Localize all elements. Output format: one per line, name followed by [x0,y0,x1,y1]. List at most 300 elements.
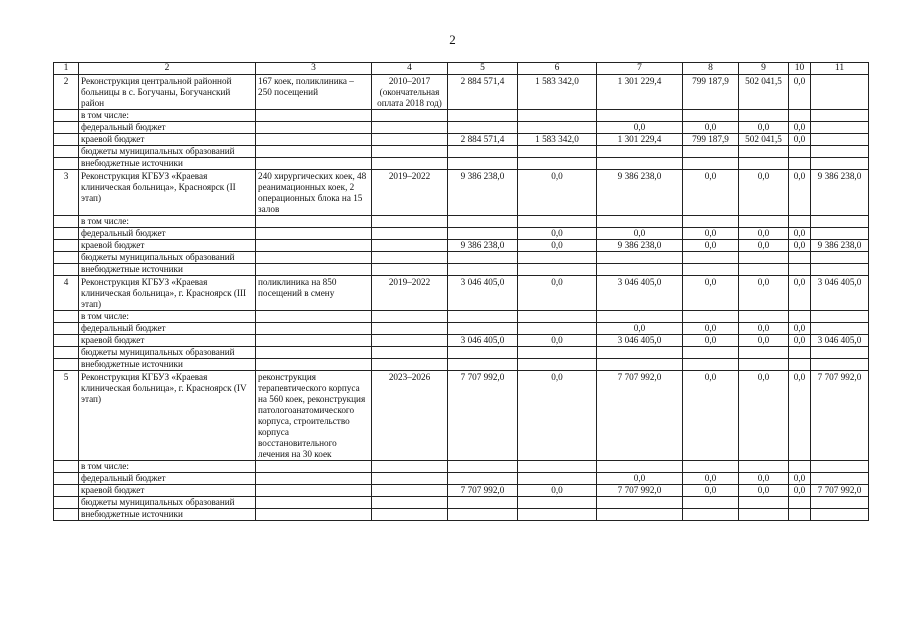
amount-cell: 0,0 [683,473,739,485]
empty-cell [54,509,79,521]
amount-cell [683,264,739,276]
amount-cell: 0,0 [789,371,811,461]
amount-cell: 0,0 [739,122,789,134]
amount-cell: 0,0 [739,170,789,216]
amount-cell [448,110,518,122]
empty-cell [256,122,372,134]
amount-cell [811,252,869,264]
column-header: 8 [683,63,739,75]
funding-source-label: федеральный бюджет [79,122,256,134]
amount-cell: 0,0 [683,276,739,311]
empty-cell [54,216,79,228]
funding-source-row [54,252,869,264]
amount-cell [789,509,811,521]
project-period: 2010–2017 (окончательная оплата 2018 год) [372,75,448,110]
amount-cell: 9 386 238,0 [448,240,518,252]
amount-cell [448,473,518,485]
amount-cell [597,264,683,276]
investment-table [53,62,869,521]
amount-cell [739,158,789,170]
empty-cell [54,122,79,134]
empty-cell [54,497,79,509]
amount-cell [739,110,789,122]
amount-cell: 0,0 [683,228,739,240]
amount-cell [448,264,518,276]
project-capacity: 240 хирургических коек, 48 реанимационных коек, 2 операционных блока на 15 залов [256,170,372,216]
column-header: 2 [79,63,256,75]
column-header-row [54,63,869,75]
amount-cell [448,216,518,228]
amount-cell [597,461,683,473]
project-row [54,371,869,461]
funding-source-row [54,216,869,228]
column-header: 11 [811,63,869,75]
amount-cell: 0,0 [597,228,683,240]
empty-cell [256,264,372,276]
empty-cell [372,110,448,122]
funding-source-row [54,485,869,497]
amount-cell [789,461,811,473]
empty-cell [256,323,372,335]
amount-cell: 9 386 238,0 [448,170,518,216]
amount-cell [518,473,597,485]
amount-cell: 2 884 571,4 [448,75,518,110]
amount-cell [789,497,811,509]
empty-cell [54,158,79,170]
funding-source-row [54,509,869,521]
amount-cell: 0,0 [789,335,811,347]
amount-cell [518,158,597,170]
amount-cell [739,216,789,228]
amount-cell: 9 386 238,0 [811,240,869,252]
amount-cell [518,359,597,371]
amount-cell: 0,0 [789,473,811,485]
funding-source-label: краевой бюджет [79,335,256,347]
amount-cell [448,461,518,473]
funding-source-row [54,228,869,240]
amount-cell: 1 301 229,4 [597,75,683,110]
amount-cell: 7 707 992,0 [811,371,869,461]
empty-cell [54,240,79,252]
amount-cell [683,347,739,359]
amount-cell [789,110,811,122]
amount-cell: 0,0 [739,240,789,252]
empty-cell [372,134,448,146]
amount-cell: 3 046 405,0 [597,276,683,311]
amount-cell [518,509,597,521]
amount-cell: 0,0 [739,276,789,311]
project-name: Реконструкция центральной районной больницы в с. Богучаны, Богучанский район [79,75,256,110]
amount-cell: 0,0 [789,75,811,110]
amount-cell: 0,0 [518,228,597,240]
funding-source-row [54,461,869,473]
amount-cell [789,216,811,228]
project-row [54,75,869,110]
amount-cell: 3 046 405,0 [811,276,869,311]
empty-cell [54,347,79,359]
amount-cell: 3 046 405,0 [811,335,869,347]
amount-cell [597,146,683,158]
amount-cell [811,473,869,485]
funding-source-label: краевой бюджет [79,240,256,252]
amount-cell [518,122,597,134]
amount-cell [811,461,869,473]
funding-source-label: бюджеты муниципальных образований [79,146,256,158]
amount-cell [811,122,869,134]
amount-cell [683,158,739,170]
empty-cell [372,311,448,323]
funding-source-label: в том числе: [79,110,256,122]
empty-cell [372,252,448,264]
amount-cell [448,359,518,371]
amount-cell [739,359,789,371]
amount-cell: 0,0 [683,323,739,335]
amount-cell: 0,0 [789,276,811,311]
funding-source-row [54,323,869,335]
amount-cell: 799 187,9 [683,75,739,110]
amount-cell: 3 046 405,0 [448,276,518,311]
empty-cell [54,134,79,146]
funding-source-label: федеральный бюджет [79,228,256,240]
amount-cell [448,311,518,323]
amount-cell [811,347,869,359]
funding-source-label: краевой бюджет [79,134,256,146]
amount-cell [518,311,597,323]
amount-cell [811,323,869,335]
project-row [54,170,869,216]
amount-cell [518,347,597,359]
amount-cell: 7 707 992,0 [597,371,683,461]
amount-cell: 7 707 992,0 [448,485,518,497]
empty-cell [372,264,448,276]
amount-cell [597,359,683,371]
amount-cell [448,252,518,264]
amount-cell: 0,0 [739,228,789,240]
funding-source-row [54,122,869,134]
project-period: 2019–2022 [372,170,448,216]
column-header: 7 [597,63,683,75]
empty-cell [54,485,79,497]
amount-cell: 0,0 [518,371,597,461]
funding-source-row [54,497,869,509]
amount-cell: 3 046 405,0 [597,335,683,347]
empty-cell [372,335,448,347]
project-name: Реконструкция КГБУЗ «Краевая клиническая больница», г. Красноярск (IV этап) [79,371,256,461]
empty-cell [54,323,79,335]
funding-source-label: внебюджетные источники [79,509,256,521]
funding-source-label: бюджеты муниципальных образований [79,347,256,359]
amount-cell [518,264,597,276]
amount-cell: 3 046 405,0 [448,335,518,347]
column-header: 10 [789,63,811,75]
amount-cell: 0,0 [739,473,789,485]
empty-cell [256,311,372,323]
amount-cell [811,497,869,509]
amount-cell [739,146,789,158]
amount-cell [739,264,789,276]
funding-source-label: федеральный бюджет [79,473,256,485]
amount-cell: 0,0 [518,240,597,252]
amount-cell: 0,0 [739,485,789,497]
funding-source-label: внебюджетные источники [79,359,256,371]
amount-cell [448,158,518,170]
empty-cell [256,134,372,146]
amount-cell [739,311,789,323]
amount-cell [448,509,518,521]
amount-cell [448,146,518,158]
amount-cell [683,110,739,122]
amount-cell [448,347,518,359]
amount-cell: 1 583 342,0 [518,134,597,146]
empty-cell [372,461,448,473]
amount-cell: 0,0 [518,170,597,216]
empty-cell [256,461,372,473]
empty-cell [256,335,372,347]
amount-cell: 502 041,5 [739,134,789,146]
funding-source-row [54,134,869,146]
amount-cell [518,323,597,335]
amount-cell [739,497,789,509]
column-header: 3 [256,63,372,75]
amount-cell: 799 187,9 [683,134,739,146]
amount-cell [739,509,789,521]
amount-cell [448,497,518,509]
amount-cell [597,158,683,170]
amount-cell [597,347,683,359]
amount-cell [683,216,739,228]
funding-source-row [54,359,869,371]
empty-cell [54,228,79,240]
amount-cell: 0,0 [518,276,597,311]
amount-cell [597,509,683,521]
funding-source-row [54,473,869,485]
project-number: 4 [54,276,79,311]
amount-cell [518,497,597,509]
amount-cell [683,497,739,509]
empty-cell [256,473,372,485]
amount-cell [597,216,683,228]
amount-cell [811,158,869,170]
project-capacity: поликлиника на 850 посещений в смену [256,276,372,311]
empty-cell [256,359,372,371]
amount-cell [739,461,789,473]
empty-cell [256,240,372,252]
empty-cell [372,323,448,335]
funding-source-row [54,264,869,276]
amount-cell: 0,0 [683,122,739,134]
funding-source-row [54,347,869,359]
amount-cell [448,122,518,134]
empty-cell [54,264,79,276]
project-number: 5 [54,371,79,461]
amount-cell: 0,0 [683,371,739,461]
empty-cell [372,158,448,170]
funding-source-row [54,240,869,252]
funding-source-row [54,158,869,170]
funding-source-label: краевой бюджет [79,485,256,497]
amount-cell [789,347,811,359]
funding-source-row [54,335,869,347]
funding-source-row [54,146,869,158]
amount-cell: 0,0 [518,485,597,497]
amount-cell [811,134,869,146]
amount-cell: 0,0 [518,335,597,347]
project-number: 2 [54,75,79,110]
amount-cell [811,146,869,158]
amount-cell: 7 707 992,0 [811,485,869,497]
empty-cell [372,216,448,228]
amount-cell: 1 301 229,4 [597,134,683,146]
amount-cell [811,264,869,276]
amount-cell [811,75,869,110]
empty-cell [372,485,448,497]
amount-cell: 0,0 [739,371,789,461]
amount-cell: 0,0 [789,134,811,146]
column-header: 4 [372,63,448,75]
amount-cell [811,110,869,122]
column-header: 6 [518,63,597,75]
funding-source-label: в том числе: [79,311,256,323]
amount-cell: 9 386 238,0 [597,240,683,252]
amount-cell [597,497,683,509]
amount-cell: 0,0 [739,335,789,347]
empty-cell [54,110,79,122]
amount-cell: 0,0 [789,170,811,216]
amount-cell [789,252,811,264]
empty-cell [256,146,372,158]
amount-cell [683,359,739,371]
funding-source-label: федеральный бюджет [79,323,256,335]
funding-source-label: в том числе: [79,461,256,473]
amount-cell: 0,0 [789,485,811,497]
project-name: Реконструкция КГБУЗ «Краевая клиническая больница», г. Красноярск (III этап) [79,276,256,311]
funding-source-row [54,110,869,122]
empty-cell [372,473,448,485]
empty-cell [256,158,372,170]
empty-cell [372,122,448,134]
amount-cell: 0,0 [789,240,811,252]
amount-cell: 7 707 992,0 [448,371,518,461]
project-period: 2023–2026 [372,371,448,461]
column-header: 5 [448,63,518,75]
amount-cell [597,110,683,122]
funding-source-label: внебюджетные источники [79,264,256,276]
amount-cell [518,110,597,122]
amount-cell [683,311,739,323]
amount-cell: 9 386 238,0 [811,170,869,216]
amount-cell: 0,0 [597,473,683,485]
page-number: 2 [449,32,456,47]
amount-cell: 9 386 238,0 [597,170,683,216]
project-row [54,276,869,311]
amount-cell [518,252,597,264]
project-period: 2019–2022 [372,276,448,311]
empty-cell [372,240,448,252]
amount-cell [789,146,811,158]
empty-cell [54,473,79,485]
empty-cell [256,110,372,122]
empty-cell [256,228,372,240]
amount-cell: 0,0 [739,323,789,335]
column-header: 9 [739,63,789,75]
amount-cell [448,323,518,335]
empty-cell [256,497,372,509]
empty-cell [372,347,448,359]
empty-cell [54,461,79,473]
amount-cell: 0,0 [597,323,683,335]
funding-source-label: в том числе: [79,216,256,228]
empty-cell [54,335,79,347]
amount-cell [739,347,789,359]
empty-cell [256,485,372,497]
amount-cell [811,359,869,371]
amount-cell: 502 041,5 [739,75,789,110]
amount-cell [789,264,811,276]
amount-cell: 0,0 [597,122,683,134]
amount-cell: 0,0 [683,335,739,347]
empty-cell [54,311,79,323]
amount-cell [789,158,811,170]
amount-cell [811,228,869,240]
amount-cell [597,252,683,264]
amount-cell [518,216,597,228]
amount-cell: 0,0 [683,485,739,497]
amount-cell: 7 707 992,0 [597,485,683,497]
amount-cell: 0,0 [683,170,739,216]
empty-cell [372,228,448,240]
amount-cell [683,461,739,473]
amount-cell: 0,0 [683,240,739,252]
empty-cell [372,146,448,158]
amount-cell [811,216,869,228]
amount-cell: 2 884 571,4 [448,134,518,146]
amount-cell: 0,0 [789,323,811,335]
amount-cell [739,252,789,264]
amount-cell [789,311,811,323]
empty-cell [256,252,372,264]
project-name: Реконструкция КГБУЗ «Краевая клиническая больница», Красноярск (II этап) [79,170,256,216]
amount-cell [597,311,683,323]
amount-cell [518,461,597,473]
funding-source-row [54,311,869,323]
amount-cell [811,311,869,323]
amount-cell [683,146,739,158]
empty-cell [54,252,79,264]
empty-cell [54,146,79,158]
amount-cell [683,252,739,264]
empty-cell [372,509,448,521]
column-header: 1 [54,63,79,75]
empty-cell [256,509,372,521]
amount-cell [448,228,518,240]
project-capacity: 167 коек, поликлиника – 250 посещений [256,75,372,110]
amount-cell: 0,0 [789,228,811,240]
empty-cell [256,347,372,359]
empty-cell [372,497,448,509]
empty-cell [372,359,448,371]
funding-source-label: бюджеты муниципальных образований [79,252,256,264]
project-number: 3 [54,170,79,216]
funding-source-label: бюджеты муниципальных образований [79,497,256,509]
empty-cell [256,216,372,228]
amount-cell [789,359,811,371]
amount-cell [811,509,869,521]
empty-cell [54,359,79,371]
amount-cell [518,146,597,158]
amount-cell: 1 583 342,0 [518,75,597,110]
project-capacity: реконструкция терапевтического корпуса на 560 коек, реконструкция патологоанатомического корпуса, строительство корпуса восстановительного лечения на 30 коек [256,371,372,461]
amount-cell: 0,0 [789,122,811,134]
